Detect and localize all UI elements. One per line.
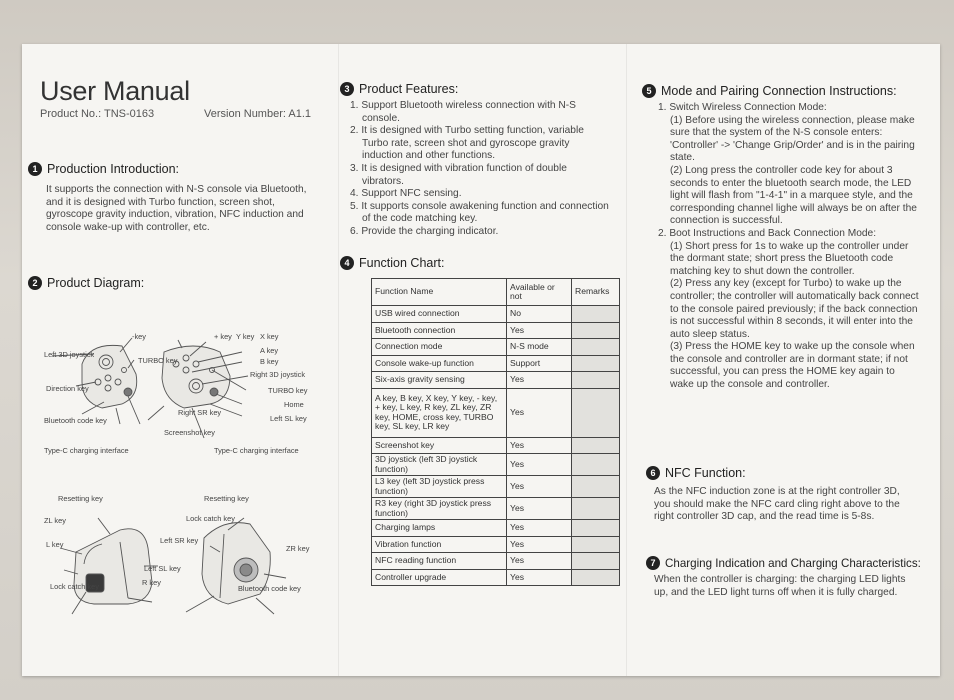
section-7-heading: [646, 556, 921, 570]
remarks-cell: [572, 476, 620, 498]
fold-line-right: [626, 44, 627, 676]
manual-page: [22, 44, 940, 676]
label-turbo-key-right: TURBO key: [268, 386, 308, 395]
label-zl-key: ZL key: [44, 516, 66, 525]
section-title: Charging Indication and Charging Characteristics:: [665, 556, 921, 570]
table-row: [372, 553, 620, 570]
table-row: [372, 306, 620, 323]
label-left-sl-key-top: Left SL key: [270, 414, 307, 423]
availability-cell: Support: [507, 355, 572, 372]
features-list: [350, 100, 610, 239]
product-number: Product No.: TNS-0163: [40, 108, 155, 120]
availability-cell: Yes: [507, 520, 572, 537]
remarks-cell: [572, 388, 620, 437]
label-r-key: R key: [142, 578, 161, 587]
remarks-cell: [572, 454, 620, 476]
function-name-cell: USB wired connection: [372, 306, 507, 323]
label-lock-catch-key-top: Lock catch key: [186, 514, 235, 523]
remarks-cell: [572, 569, 620, 586]
section-5-heading: [642, 84, 897, 98]
availability-cell: Yes: [507, 437, 572, 454]
instruction-step: (2) Press any key (except for Turbo) to wake up the controller; the controller will automatically back connect to the console paired previously; if the back connection is not successful within 8 seconds, it will enter into the auto sleep status.: [670, 278, 919, 340]
feature-item: 2. It is designed with Turbo setting function, variable Turbo rate, screen shot and gyroscope gravity induction and other functions.: [350, 125, 584, 162]
remarks-cell: [572, 498, 620, 520]
remarks-cell: [572, 437, 620, 454]
label-bluetooth-code-key-top: Bluetooth code key: [44, 416, 107, 425]
section-number-badge: 4: [340, 256, 354, 270]
table-row: [372, 454, 620, 476]
charging-indication-text: When the controller is charging: the charging LED lights up, and the LED light turns off when it is fully charged.: [654, 574, 906, 598]
feature-item: 3. It is designed with vibration function of double vibrators.: [350, 162, 567, 187]
label-right-sr-key: Right SR key: [178, 408, 222, 417]
section-number-badge: 5: [642, 84, 656, 98]
section-number-badge: 2: [28, 276, 42, 290]
version-number: Version Number: A1.1: [204, 108, 312, 120]
section-3-heading: [340, 82, 458, 96]
label-typec-left: Type-C charging interface: [44, 446, 129, 455]
label-left-sr-key: Left SR key: [160, 536, 199, 545]
label-typec-right: Type-C charging interface: [214, 446, 299, 455]
label-resetting-key-right: Resetting key: [204, 494, 249, 503]
remarks-cell: [572, 553, 620, 570]
label-zr-key: ZR key: [286, 544, 310, 553]
feature-item: 6. Provide the charging indicator.: [350, 225, 499, 237]
feature-item: 1. Support Bluetooth wireless connection with N-S console.: [350, 100, 576, 124]
function-name-cell: Vibration function: [372, 536, 507, 553]
feature-item: 5. It supports console awakening function and connection of the code matching key.: [350, 200, 609, 225]
label-direction-key: Direction key: [46, 384, 89, 393]
remarks-cell: [572, 355, 620, 372]
label-resetting-key-left: Resetting key: [58, 494, 103, 503]
label-lock-catch-key-bottom: Lock catch key: [50, 582, 99, 591]
instruction-step: (1) Short press for 1s to wake up the controller under the dormant state; short press the Bluetooth code matching key to shut down the controller.: [670, 240, 909, 277]
function-name-cell: Console wake-up function: [372, 355, 507, 372]
instruction-heading: 1. Switch Wireless Connection Mode:: [658, 102, 827, 113]
column-header-remarks: Remarks: [572, 279, 620, 306]
label-bluetooth-code-key-bottom: Bluetooth code key: [238, 584, 301, 593]
instruction-step: (3) Press the HOME key to wake up the console when the console and controller are in dormant state; if not successful, you can press the HOME key again to wake up the console and controller.: [670, 341, 915, 391]
section-number-badge: 1: [28, 162, 42, 176]
section-4-heading: [340, 256, 444, 270]
availability-cell: N-S mode: [507, 339, 572, 356]
availability-cell: Yes: [507, 476, 572, 498]
label-screenshot-key: Screenshot key: [164, 428, 215, 437]
remarks-cell: [572, 520, 620, 537]
section-title: Product Features:: [359, 82, 459, 96]
instruction-step: (2) Long press the controller code key for about 3 seconds to enter the bluetooth search mode, the LED light will flash from "1-4-1" in a marquee style, and the corresponding channel lighe will always be on after the connection is successful.: [670, 164, 917, 227]
remarks-cell: [572, 372, 620, 389]
label-y-key: Y key: [236, 332, 255, 341]
availability-cell: Yes: [507, 553, 572, 570]
instruction-heading: 2. Boot Instructions and Back Connection Mode:: [658, 227, 877, 239]
table-row: [372, 339, 620, 356]
availability-cell: Yes: [507, 372, 572, 389]
section-number-badge: 7: [646, 556, 660, 570]
product-diagram: [24, 312, 320, 632]
label-a-key: A key: [260, 346, 279, 355]
label-turbo-key-left: TURBO key: [138, 356, 178, 365]
fold-line-left: [338, 44, 339, 676]
remarks-cell: [572, 322, 620, 339]
label-x-key: X key: [260, 332, 279, 341]
table-row: [372, 520, 620, 537]
table-row: [372, 437, 620, 454]
label-left-sl-key-bottom: Left SL key: [144, 564, 181, 573]
column-header-available: Available or not: [507, 279, 572, 306]
section-title: Product Diagram:: [47, 276, 145, 290]
table-row: [372, 476, 620, 498]
production-introduction-text: It supports the connection with N-S console via Bluetooth, and it is designed with Turbo function, screen shot, gyroscope gravity induction, vibration, NFC induction and console wake-up with controller, etc.: [46, 184, 307, 233]
mode-pairing-instructions: [658, 102, 920, 392]
function-name-cell: Screenshot key: [372, 437, 507, 454]
remarks-cell: [572, 306, 620, 323]
section-6-heading: [646, 466, 746, 480]
instruction-step: (1) Before using the wireless connection, please make sure that the system of the N-S console enters: 'Controller' -> 'Change Grip/Order' and is in the pairing state.: [670, 114, 915, 164]
label-plus-key: + key: [214, 332, 232, 341]
table-row: [372, 322, 620, 339]
section-title: Production Introduction:: [47, 162, 180, 176]
function-name-cell: Six-axis gravity sensing: [372, 372, 507, 389]
table-header-row: [372, 279, 620, 306]
label-right-3d-joystick: Right 3D joystick: [250, 370, 306, 379]
table-row: [372, 372, 620, 389]
table-row: [372, 355, 620, 372]
availability-cell: Yes: [507, 322, 572, 339]
section-2-heading: [28, 276, 144, 290]
function-name-cell: Bluetooth connection: [372, 322, 507, 339]
function-chart-table: [371, 278, 620, 586]
label-minus-key: -key: [132, 332, 146, 341]
section-title: NFC Function:: [665, 466, 746, 480]
function-name-cell: R3 key (right 3D joystick press function): [372, 498, 507, 520]
label-home: Home: [284, 400, 304, 409]
section-1-heading: [28, 162, 179, 176]
availability-cell: Yes: [507, 388, 572, 437]
label-left-3d-joystick: Left 3D joystick: [44, 350, 95, 359]
function-name-cell: L3 key (left 3D joystick press function): [372, 476, 507, 498]
remarks-cell: [572, 339, 620, 356]
feature-item: 4. Support NFC sensing.: [350, 188, 462, 200]
section-number-badge: 6: [646, 466, 660, 480]
function-name-cell: NFC reading function: [372, 553, 507, 570]
availability-cell: Yes: [507, 536, 572, 553]
table-row: [372, 536, 620, 553]
section-title: Function Chart:: [359, 256, 445, 270]
label-l-key: L key: [46, 540, 64, 549]
availability-cell: Yes: [507, 454, 572, 476]
column-header-function-name: Function Name: [372, 279, 507, 306]
remarks-cell: [572, 536, 620, 553]
availability-cell: Yes: [507, 569, 572, 586]
function-name-cell: Connection mode: [372, 339, 507, 356]
availability-cell: No: [507, 306, 572, 323]
function-name-cell: 3D joystick (left 3D joystick function): [372, 454, 507, 476]
manual-title: User Manual: [40, 76, 190, 106]
table-row: [372, 569, 620, 586]
section-title: Mode and Pairing Connection Instructions:: [661, 84, 897, 98]
function-name-cell: Controller upgrade: [372, 569, 507, 586]
table-row: [372, 498, 620, 520]
nfc-function-text: As the NFC induction zone is at the right controller 3D, you should make the NFC card cling right above to the right controller 3D cap, and the read time is 5-8s.: [654, 486, 900, 523]
function-name-cell: A key, B key, X key, Y key, - key, + key, L key, R key, ZL key, ZR key, HOME, cross key, TURBO key, SL key, LR key: [372, 388, 507, 437]
availability-cell: Yes: [507, 498, 572, 520]
label-b-key: B key: [260, 357, 279, 366]
section-number-badge: 3: [340, 82, 354, 96]
home-shape: [210, 388, 218, 396]
function-name-cell: Charging lamps: [372, 520, 507, 537]
screenshot-shape: [124, 388, 132, 396]
table-row: [372, 388, 620, 437]
